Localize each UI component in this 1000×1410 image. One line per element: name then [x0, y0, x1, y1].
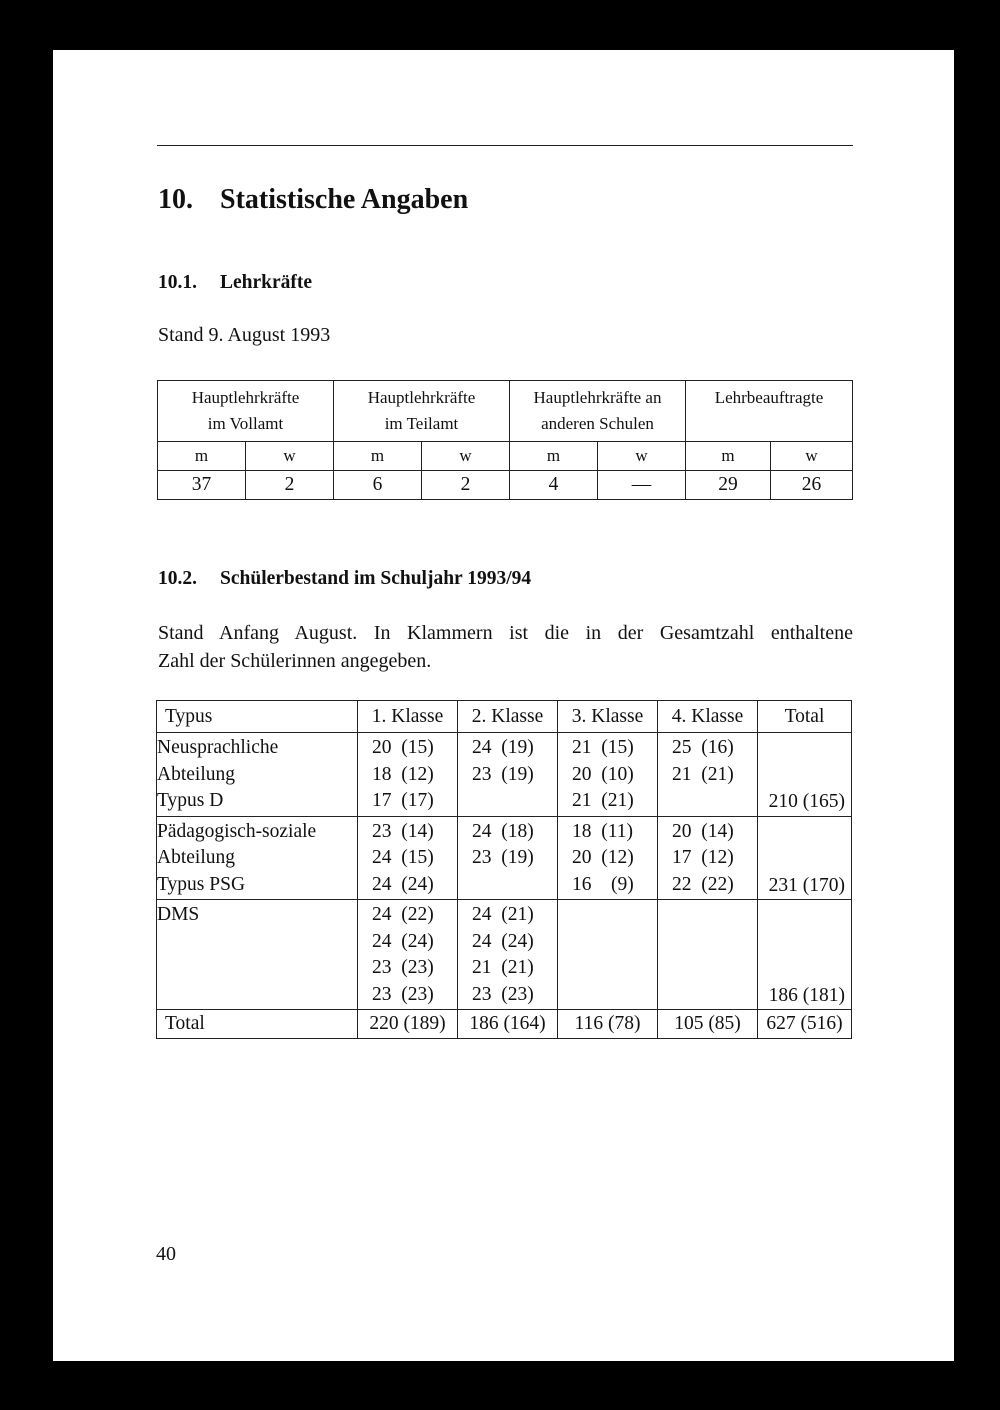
class-cell: 21 (15) 20 (10) 21 (21): [558, 733, 658, 817]
class-cell: 20 (14) 17 (12) 22 (22): [658, 816, 758, 900]
teacher-count: 29: [686, 471, 771, 500]
teacher-count: 2: [246, 471, 334, 500]
document-page: [53, 50, 954, 1361]
gender-header: m: [510, 442, 598, 471]
col-header: 1. Klasse: [358, 701, 458, 733]
table-row: [157, 733, 852, 817]
teachers-table: [157, 380, 853, 500]
class-cell: 23 (14) 24 (15) 24 (24): [358, 816, 458, 900]
gender-header: m: [334, 442, 422, 471]
typus-cell: DMS: [157, 900, 358, 1010]
total-cell: 116 (78): [558, 1010, 658, 1039]
total-label: Total: [157, 1010, 358, 1039]
grand-total: 627 (516): [758, 1010, 852, 1039]
class-cell: 18 (11) 20 (12) 16 (9): [558, 816, 658, 900]
subsection-heading-pupils: 10.2. Schülerbestand im Schuljahr 1993/94: [158, 568, 532, 589]
col-header: 4. Klasse: [658, 701, 758, 733]
col-header-total: Total: [758, 701, 852, 733]
teacher-count: 4: [510, 471, 598, 500]
pupils-table: [156, 700, 852, 1039]
gender-header: w: [422, 442, 510, 471]
subsection-heading-teachers: 10.1. Lehrkräfte: [158, 272, 313, 293]
col-header: 3. Klasse: [558, 701, 658, 733]
class-cell: 24 (18) 23 (19): [458, 816, 558, 900]
teacher-count: 26: [771, 471, 853, 500]
gender-header: w: [771, 442, 853, 471]
page-number: 40: [156, 1243, 176, 1265]
teachers-group-header: Hauptlehrkräfte im Vollamt: [158, 381, 334, 442]
typus-cell: Neusprachliche Abteilung Typus D: [157, 733, 358, 817]
class-cell: 24 (21) 24 (24) 21 (21) 23 (23): [458, 900, 558, 1010]
teachers-group-header: Hauptlehrkräfte im Teilamt: [334, 381, 510, 442]
row-total: 210 (165): [758, 733, 852, 817]
teacher-count: 37: [158, 471, 246, 500]
class-cell: 24 (22) 24 (24) 23 (23) 23 (23): [358, 900, 458, 1010]
gender-header: m: [686, 442, 771, 471]
class-cell: 20 (15) 18 (12) 17 (17): [358, 733, 458, 817]
table-row: [157, 816, 852, 900]
teacher-count: 2: [422, 471, 510, 500]
gender-header: m: [158, 442, 246, 471]
class-cell: [658, 900, 758, 1010]
gender-header: w: [598, 442, 686, 471]
row-total: 186 (181): [758, 900, 852, 1010]
pupils-intro-paragraph: Stand Anfang August. In Klammern ist die in der Gesamtzahl enthaltene Zahl der Schülerinnen angegeben.: [158, 622, 853, 672]
col-header: 2. Klasse: [458, 701, 558, 733]
total-cell: 220 (189): [358, 1010, 458, 1039]
teachers-group-header: Lehrbeauftragte: [686, 381, 853, 442]
class-cell: 25 (16) 21 (21): [658, 733, 758, 817]
total-row: [157, 1010, 852, 1039]
stand-date: Stand 9. August 1993: [158, 324, 331, 346]
class-cell: 24 (19) 23 (19): [458, 733, 558, 817]
section-heading: 10. Statistische Angaben: [158, 184, 469, 215]
class-cell: [558, 900, 658, 1010]
col-header-typus: Typus: [157, 701, 358, 733]
top-rule: [157, 145, 853, 146]
teacher-count: 6: [334, 471, 422, 500]
gender-header: w: [246, 442, 334, 471]
row-total: 231 (170): [758, 816, 852, 900]
table-row: [157, 900, 852, 1010]
total-cell: 186 (164): [458, 1010, 558, 1039]
total-cell: 105 (85): [658, 1010, 758, 1039]
teacher-count: —: [598, 471, 686, 500]
typus-cell: Pädagogisch-soziale Abteilung Typus PSG: [157, 816, 358, 900]
teachers-group-header: Hauptlehrkräfte an anderen Schulen: [510, 381, 686, 442]
